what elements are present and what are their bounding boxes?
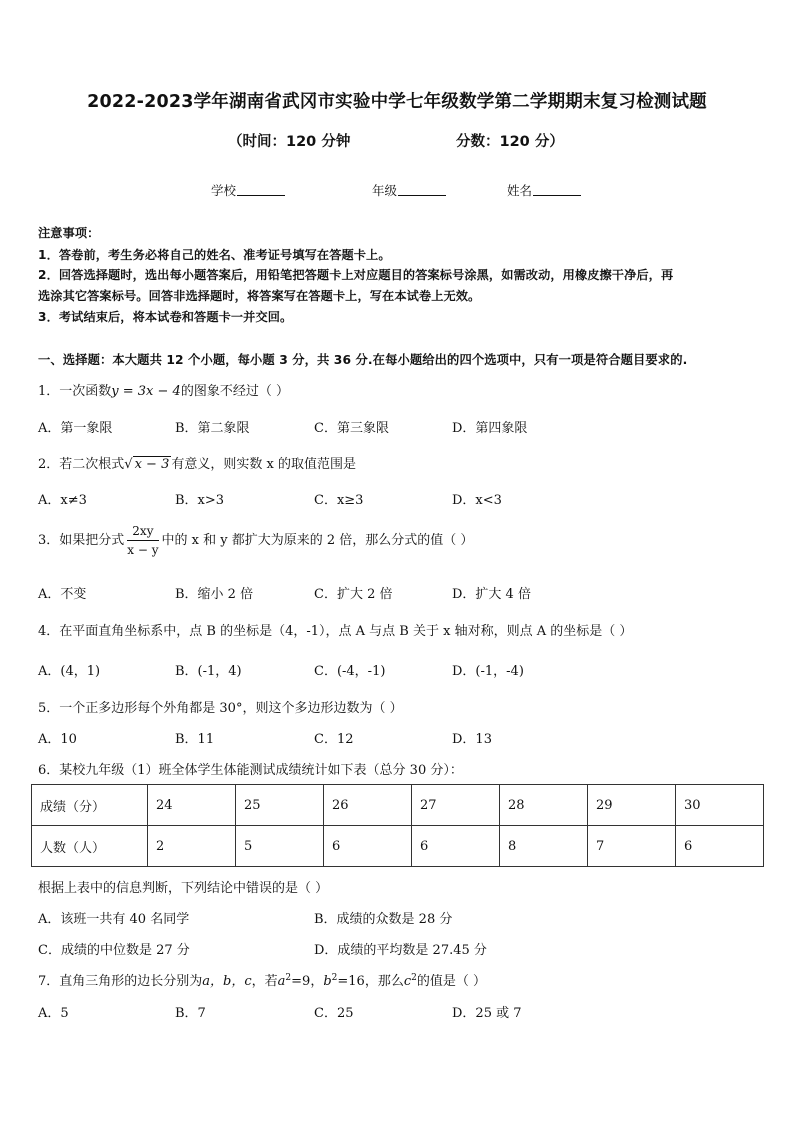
name-label: 姓名: [507, 183, 533, 198]
q2-option-d[interactable]: D．x<3: [452, 493, 502, 508]
table-cell: 6: [676, 826, 764, 867]
q1-option-b[interactable]: B．第二象限: [175, 421, 250, 436]
table-cell: 6: [412, 826, 500, 867]
q4-option-b[interactable]: B．(-1，4): [175, 664, 242, 679]
q7-b-exp: 2: [331, 973, 338, 983]
q2-radicand: x − 3: [134, 457, 170, 472]
q7-pre: 7．直角三角形的边长分别为: [38, 974, 203, 989]
table-cell: 6: [324, 826, 412, 867]
table-cell: 7: [588, 826, 676, 867]
q3-option-c[interactable]: C．扩大 2 倍: [314, 587, 393, 602]
q6-option-c[interactable]: C．成绩的中位数是 27 分: [38, 943, 190, 958]
name-field[interactable]: [507, 181, 581, 199]
q6-after: 根据上表中的信息判断，下列结论中错误的是（ ）: [38, 881, 329, 896]
q3-numerator: 2xy: [127, 524, 158, 541]
school-label: 学校: [211, 183, 237, 198]
q1-option-c[interactable]: C．第三象限: [314, 421, 389, 436]
q7-mid: ，若: [251, 974, 278, 989]
q7-c-exp: 2: [411, 973, 417, 983]
q7-b: b: [323, 974, 332, 989]
notice-heading: 注意事项：: [38, 226, 100, 240]
notice-item-2b: 选涂其它答案标号。回答非选择题时，将答案写在答题卡上，写在本试卷上无效。: [38, 289, 481, 303]
q7-post: 的值是（ ）: [416, 974, 486, 989]
q7-c: c: [403, 974, 412, 989]
grade-field[interactable]: [372, 181, 446, 199]
table-row-counts: [32, 826, 764, 867]
name-blank: [533, 183, 581, 196]
q1-post: 的图象不经过（ ）: [180, 384, 289, 399]
table-cell: 2: [148, 826, 236, 867]
q3-pre: 3．如果把分式: [38, 533, 125, 548]
notice-item-3: 3．考试结束后，将本试卷和答题卡一并交回。: [38, 310, 293, 324]
question-3: [38, 524, 473, 557]
score-table: [31, 784, 764, 867]
q7-vars: a，b，c: [202, 974, 252, 989]
q3-fraction: [127, 524, 158, 557]
q3-option-d[interactable]: D．扩大 4 倍: [452, 587, 531, 602]
q4-option-a[interactable]: A．(4，1): [38, 664, 101, 679]
q7-option-a[interactable]: A．5: [38, 1006, 69, 1021]
score-label: 分数：120 分）: [456, 134, 564, 150]
q7-option-d[interactable]: D．25 或 7: [452, 1006, 522, 1021]
table-cell: 29: [588, 785, 676, 826]
school-field[interactable]: [211, 181, 285, 199]
q7-a-val: =9，: [291, 974, 324, 989]
q3-option-b[interactable]: B．缩小 2 倍: [175, 587, 254, 602]
q5-option-a[interactable]: A．10: [38, 732, 77, 747]
grade-label: 年级: [372, 183, 398, 198]
section-heading: 一、选择题：本大题共 12 个小题，每小题 3 分，共 36 分.在每小题给出的四个选项中，只有一项是符合题目要求的.: [38, 353, 688, 367]
table-row-scores: [32, 785, 764, 826]
q2-post: 有意义，则实数 x 的取值范围是: [171, 457, 356, 472]
q1-option-a[interactable]: A．第一象限: [38, 421, 113, 436]
q7-option-c[interactable]: C．25: [314, 1006, 354, 1021]
q6-option-a[interactable]: A．该班一共有 40 名同学: [38, 912, 190, 927]
table-cell: 成绩（分）: [32, 785, 148, 826]
question-4: 4．在平面直角坐标系中，点 B 的坐标是（4，-1），点 A 与点 B 关于 x 轴对称，则点 A 的坐标是（ ）: [38, 624, 633, 639]
q7-b-val: =16，那么: [337, 974, 404, 989]
q6-option-d[interactable]: D．成绩的平均数是 27.45 分: [314, 943, 487, 958]
q2-pre: 2．若二次根式: [38, 457, 125, 472]
table-cell: 28: [500, 785, 588, 826]
q7-a-exp: 2: [285, 973, 292, 983]
q7-option-b[interactable]: B．7: [175, 1006, 206, 1021]
exam-title: 2022-2023学年湖南省武冈市实验中学七年级数学第二学期期末复习检测试题: [87, 92, 707, 112]
q1-formula: y = 3x − 4: [111, 384, 181, 399]
q7-a: a: [277, 974, 286, 989]
q4-option-d[interactable]: D．(-1，-4): [452, 664, 524, 679]
q3-denominator: x − y: [127, 543, 159, 557]
table-cell: 人数（人）: [32, 826, 148, 867]
q1-option-d[interactable]: D．第四象限: [452, 421, 528, 436]
table-cell: 5: [236, 826, 324, 867]
notice-item-2a: 2．回答选择题时，选出每小题答案后，用铅笔把答题卡上对应题目的答案标号涂黑，如需改动，用橡皮擦干净后，再: [38, 268, 674, 282]
question-1: [38, 380, 289, 399]
table-cell: 8: [500, 826, 588, 867]
time-label: （时间：120 分钟: [228, 134, 351, 150]
table-cell: 27: [412, 785, 500, 826]
q2-option-a[interactable]: A．x≠3: [38, 493, 87, 508]
q3-post: 中的 x 和 y 都扩大为原来的 2 倍，那么分式的值（ ）: [161, 533, 474, 548]
q4-option-c[interactable]: C．(-4，-1): [314, 664, 386, 679]
table-cell: 25: [236, 785, 324, 826]
grade-blank: [398, 183, 446, 196]
q5-option-c[interactable]: C．12: [314, 732, 354, 747]
q5-option-d[interactable]: D．13: [452, 732, 492, 747]
q2-option-b[interactable]: B．x>3: [175, 493, 225, 508]
q3-option-a[interactable]: A．不变: [38, 587, 87, 602]
q2-option-c[interactable]: C．x≥3: [314, 493, 364, 508]
school-blank: [237, 183, 285, 196]
question-6: 6．某校九年级（1）班全体学生体能测试成绩统计如下表（总分 30 分）：: [38, 763, 463, 778]
q1-pre: 1．一次函数: [38, 384, 112, 399]
q6-option-b[interactable]: B．成绩的众数是 28 分: [314, 912, 453, 927]
table-cell: 26: [324, 785, 412, 826]
question-5: 5．一个正多边形每个外角都是 30°，则这个多边形边数为（ ）: [38, 701, 403, 716]
question-2: [38, 453, 356, 472]
table-cell: 24: [148, 785, 236, 826]
notice-item-1: 1．答卷前，考生务必将自己的姓名、准考证号填写在答题卡上。: [38, 248, 391, 262]
q2-sqrt: √ x − 3: [124, 457, 170, 472]
q5-option-b[interactable]: B．11: [175, 732, 215, 747]
table-cell: 30: [676, 785, 764, 826]
question-7: [38, 970, 486, 989]
